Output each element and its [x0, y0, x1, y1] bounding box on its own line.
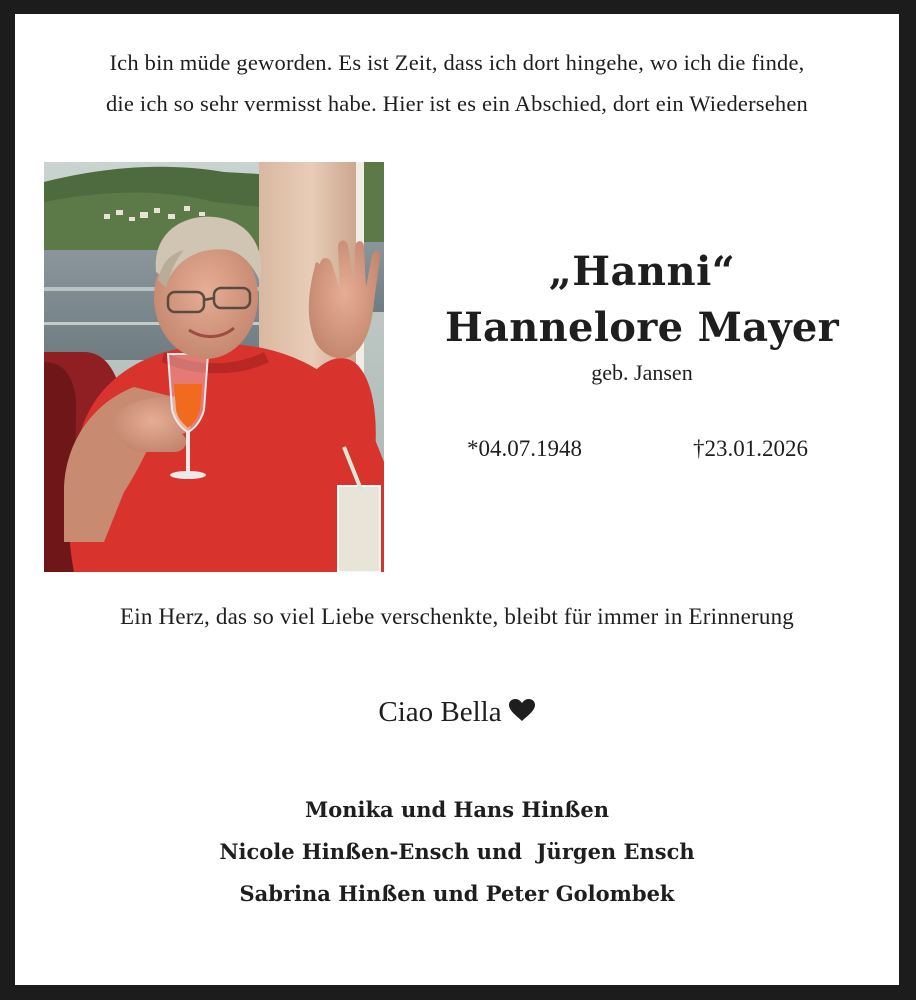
mourner-line: Sabrina Hinßen und Peter Golombek — [239, 881, 675, 906]
memorial-quote: Ein Herz, das so viel Liebe verschenkte, bleibt für immer in Erinnerung — [120, 604, 794, 629]
farewell-line — [15, 696, 899, 730]
death-date: †23.01.2026 — [693, 436, 808, 461]
poem — [15, 42, 899, 124]
obituary-card — [15, 14, 899, 985]
mourner-line: Monika und Hans Hinßen — [304, 797, 610, 822]
portrait-photo — [44, 162, 384, 572]
nickname: „Hanni“ — [548, 248, 736, 295]
mourners-list — [15, 789, 899, 915]
poem-line-1: Ich bin müde geworden. Es ist Zeit, dass ich dort hingehe, wo ich die finde, — [109, 50, 805, 75]
farewell-text: Ciao Bella — [378, 696, 502, 728]
full-name: Hannelore Mayer — [444, 304, 840, 351]
born-name: geb. Jansen — [591, 360, 693, 385]
life-dates — [455, 432, 855, 468]
heart-icon — [508, 697, 536, 730]
poem-line-2: die ich so sehr vermisst habe. Hier ist es ein Abschied, dort ein Wiedersehen — [105, 91, 809, 116]
deceased-names — [415, 246, 869, 388]
mourner-line: Nicole Hinßen-Ensch und Jürgen Ensch — [219, 839, 695, 864]
birth-date: *04.07.1948 — [467, 436, 582, 461]
